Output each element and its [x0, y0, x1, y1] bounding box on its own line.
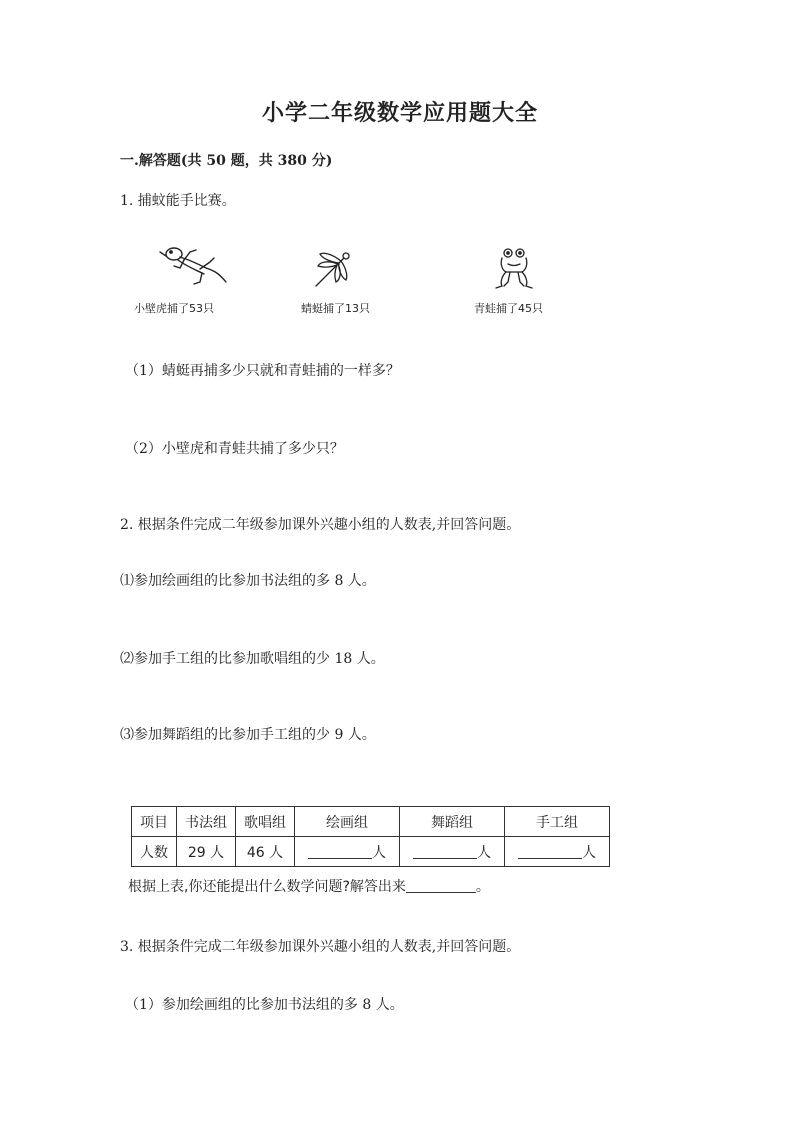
dragonfly-icon	[310, 248, 358, 290]
unit-label: 人	[372, 844, 386, 861]
table-answer-cell[interactable]	[295, 837, 400, 867]
page-title: 小学二年级数学应用题大全	[261, 100, 538, 126]
answer-blank[interactable]	[518, 844, 582, 859]
gecko-caption: 小壁虎捕了53只	[134, 302, 214, 315]
question-2-condition-3: ⑶参加舞蹈组的比参加手工组的少 9 人。	[120, 727, 376, 743]
frog-caption: 青蛙捕了45只	[474, 302, 543, 315]
unit-label: 人	[477, 844, 491, 861]
interest-group-table	[131, 806, 610, 867]
frog-icon	[492, 246, 536, 292]
answer-blank[interactable]	[413, 844, 477, 859]
table-cell: 29 人	[177, 837, 236, 867]
table-header-row	[132, 807, 610, 837]
gecko-icon	[150, 242, 232, 290]
answer-blank[interactable]	[406, 878, 476, 893]
answer-blank[interactable]	[308, 844, 372, 859]
question-3-condition-1: （1）参加绘画组的比参加书法组的多 8 人。	[125, 997, 404, 1013]
table-header-cell: 项目	[132, 807, 177, 837]
question-2-followup	[128, 876, 490, 896]
table-answer-cell[interactable]	[400, 837, 505, 867]
followup-end: 。	[475, 879, 490, 895]
question-1-sub-2: （2）小壁虎和青蛙共捕了多少只？	[125, 441, 344, 457]
question-2-condition-1: ⑴参加绘画组的比参加书法组的多 8 人。	[120, 573, 376, 589]
table-cell: 46 人	[236, 837, 295, 867]
unit-label: 人	[582, 844, 596, 861]
table-row	[132, 837, 610, 867]
followup-text: 根据上表,你还能提出什么数学问题?解答出来	[128, 879, 406, 895]
table-header-cell: 书法组	[177, 807, 236, 837]
table-header-cell: 舞蹈组	[400, 807, 505, 837]
table-header-cell: 手工组	[505, 807, 610, 837]
dragonfly-caption: 蜻蜓捕了13只	[301, 302, 370, 315]
question-1-stem: 1. 捕蚊能手比赛。	[120, 193, 236, 209]
table-row-label: 人数	[132, 837, 177, 867]
table-header-cell: 绘画组	[295, 807, 400, 837]
question-3-stem: 3. 根据条件完成二年级参加课外兴趣小组的人数表,并回答问题。	[120, 939, 521, 955]
section-header: 一.解答题(共 50 题，共 380 分)	[120, 153, 333, 169]
table-answer-cell[interactable]	[505, 837, 610, 867]
question-2-condition-2: ⑵参加手工组的比参加歌唱组的少 18 人。	[120, 651, 385, 667]
question-1-sub-1: （1）蜻蜓再捕多少只就和青蛙捕的一样多？	[125, 363, 400, 379]
table-header-cell: 歌唱组	[236, 807, 295, 837]
question-2-stem: 2. 根据条件完成二年级参加课外兴趣小组的人数表,并回答问题。	[120, 517, 521, 533]
